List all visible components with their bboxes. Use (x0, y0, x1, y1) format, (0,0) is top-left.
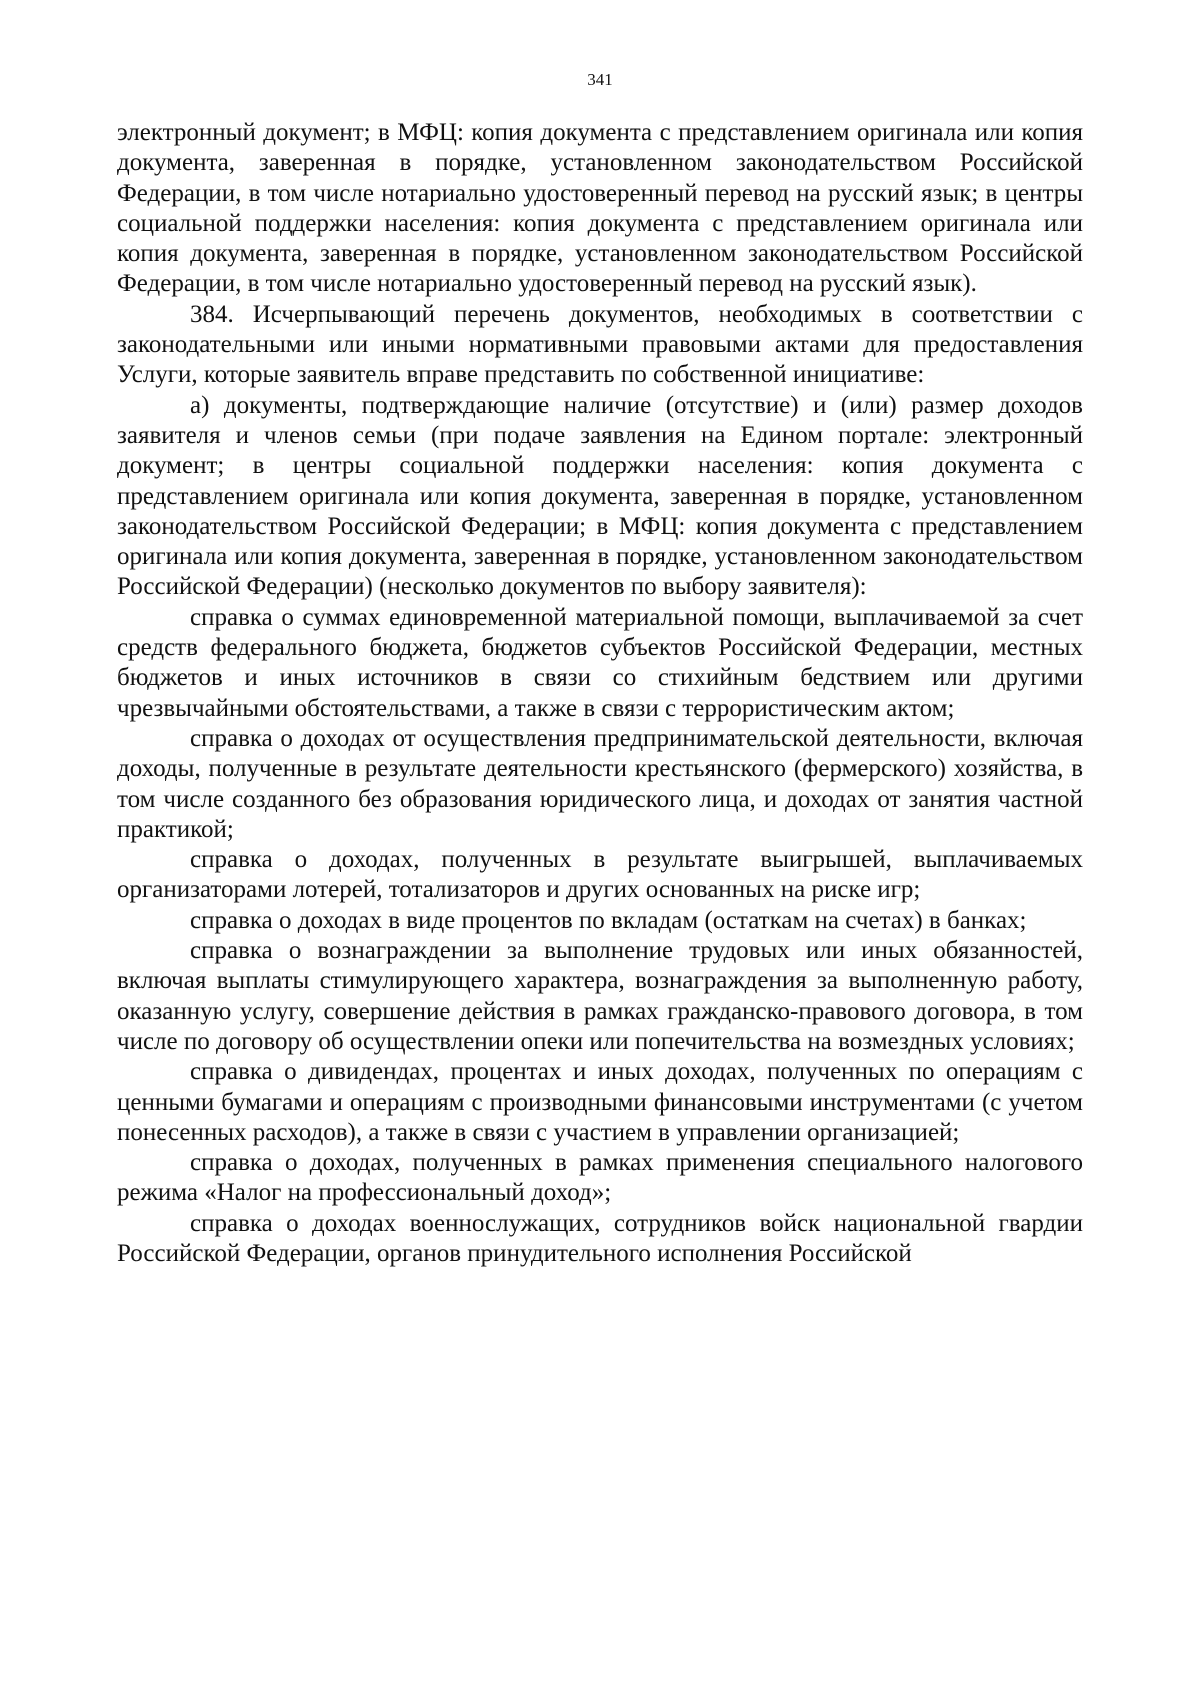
list-item-certificate: справка о доходах в виде процентов по вкладам (остаткам на счетах) в банках; (190, 906, 1027, 934)
list-item-certificate: справка о доходах от осуществления предпринимательской деятельности, включая доходы, полученные в результате деятельности крестьянского (фермерского) хозяйства, в том числе созданного без образования юридического лица, и доходах от занятия частной практикой; (117, 724, 1083, 843)
list-item-certificate: справка о доходах военнослужащих, сотрудников войск национальной гвардии Российской Федерации, органов принудительного исполнения Российской (117, 1209, 1083, 1267)
list-item-certificate: справка о доходах, полученных в рамках применения специального налогового режима «Налог на профессиональный доход»; (117, 1149, 1083, 1207)
paragraph-item-384: 384. Исчерпывающий перечень документов, необходимых в соответствии с законодательными или иными нормативными правовыми актами для предоставления Услуги, которые заявитель вправе представить по собственной инициативе: (117, 300, 1083, 389)
list-item-certificate: справка о доходах, полученных в результате выигрышей, выплачиваемых организаторами лотерей, тотализаторов и других основанных на риске игр; (117, 846, 1083, 904)
list-item-certificate: справка о суммах единовременной материальной помощи, выплачиваемой за счет средств федерального бюджета, бюджетов субъектов Российской Федерации, местных бюджетов и иных источников в связи со стихийным бедствием или другими чрезвычайными обстоятельствами, а также в связи с террористическим актом; (117, 603, 1083, 722)
paragraph-subitem-a: а) документы, подтверждающие наличие (отсутствие) и (или) размер доходов заявителя и членов семьи (при подаче заявления на Едином портале: электронный документ; в центры социальной поддержки населения: копия документа с представлением оригинала или копия документа, заверенная в порядке, установленном законодательством Российской Федерации; в МФЦ: копия документа с представлением оригинала или копия документа, заверенная в порядке, установленном законодательством Российской Федерации) (несколько документов по выбору заявителя): (117, 391, 1083, 601)
list-item-certificate: справка о дивидендах, процентах и иных доходах, полученных по операциям с ценными бумагами и операциям с производными финансовыми инструментами (с учетом понесенных расходов), а также в связи с участием в управлении организацией; (117, 1058, 1083, 1146)
page-number: 341 (587, 70, 613, 89)
list-item-certificate: справка о вознаграждении за выполнение трудовых или иных обязанностей, включая выплаты стимулирующего характера, вознаграждения за выполненную работу, оказанную услугу, совершение действия в рамках гражданско-правового договора, в том числе по договору об осуществлении опеки или попечительства на возмездных условиях; (117, 937, 1083, 1055)
paragraph-continuation: электронный документ; в МФЦ: копия документа с представлением оригинала или копия документа, заверенная в порядке, установленном законодательством Российской Федерации, в том числе нотариально удостоверенный перевод на русский язык; в центры социальной поддержки населения: копия документа с представлением оригинала или копия документа, заверенная в порядке, установленном законодательством Российской Федерации, в том числе нотариально удостоверенный перевод на русский язык). (117, 119, 1083, 298)
document-body (117, 118, 1083, 1269)
